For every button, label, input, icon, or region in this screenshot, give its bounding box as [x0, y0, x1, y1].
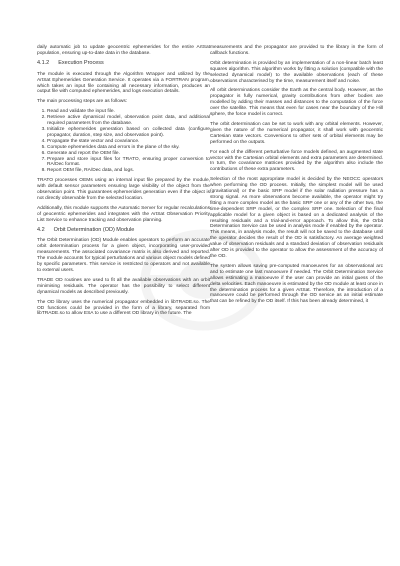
- paragraph: Orbit determination is provided by an implementation of a non-linear batch least squares algorithm. This algorithm works by fitting a solution (compatible with the selected dynamical model) to the available observations (each of these observations characterised by the time, measurement itself and noise.: [210, 60, 383, 84]
- list-item: 2. Retrieve active dynamical model, observation point data, and additional required parameters from the database.: [47, 115, 210, 127]
- paragraph: TRADE OD routines are used to fit all the available observations with an orbit minimising residuals. The operator has the possibility to select different dynamical models as described previously.: [37, 277, 210, 295]
- paragraph: measurements and the propagator are provided to the library in the form of callback functions.: [210, 45, 383, 56]
- list-item: 7. Prepare and store input files for TRATO, ensuring proper conversion to RA/Dec format.: [47, 157, 210, 169]
- intro-paragraph: daily automatic job to update geocentric ephemerides for the entire ArtSat population, ensuring up-to-date data in the database.: [37, 45, 210, 56]
- list-item: 8. Report OEM file, RA/Dec data, and logs.: [47, 168, 210, 174]
- paragraph: The system allows saving pre-computed manoeuvres for an observational arc and to estimate one last manoeuvre if needed. The Orbit Determination Service allows estimating a manoeuvre if the user can provide an initial guess of the delta velocities. Each manoeuvre is estimated by the OD module at least once in the determination process for a given ArtSat. Therefore, the introduction of a manoeuvre could be performed through the OD service as an initial estimate that can be refined by the OD itself. If this has been already determined, it: [210, 263, 383, 305]
- paragraph: TRATO processes OEMs using an internal input file prepared by the module, with default sensor parameters ensuring large visibility of the object from the observation point. This guarantees ephemerides generation even if the object is not directly observable from the selected location.: [37, 178, 210, 201]
- paragraph: For each of the different perturbative force models defined, an augmented state vector with the Cartesian orbital elements and extra parameters are determined. In turn, the covariance matrices provided by the algorithm also include the contributions of these extra parameters.: [210, 149, 383, 173]
- list-item: 4. Propagate the state vector and covariance.: [47, 139, 210, 145]
- right-column: [210, 45, 383, 309]
- paragraph: The main processing steps are as follows:: [37, 99, 128, 105]
- processing-steps-list: [37, 109, 210, 174]
- paragraph: All orbit determinations consider the Earth as the central body. However, as the propagator is fully numerical, gravity contributions from other bodies are modelled by adding their masses and distances to the computation of the force over the satellite. This means that even for cases near the boundary of the Hill sphere, the force model is correct.: [210, 88, 383, 118]
- list-item: 3. Initialize ephemerides generation based on collected data (configure propagator, duration, step size, and observation point).: [47, 127, 210, 139]
- left-column: [37, 45, 210, 321]
- section-heading-4-2: [37, 228, 210, 234]
- list-item: 6. Generate and report the OEM file.: [47, 151, 210, 157]
- list-item: 5. Compute ephemerides data and errors in the plane of the sky.: [47, 145, 210, 151]
- paragraph: The Orbit Determination (OD) Module enables operators to perform an accurate orbit determination process for a given object, incorporating user-provided measurements. The associated covariance matrix is also derived and reported. The module accounts for typical perturbations and various object models defined by specific parameters. This service is restricted to operators and not available to external users.: [37, 238, 210, 273]
- list-item: 1. Read and validate the input file.: [47, 109, 210, 115]
- section-number: 4.1.2: [37, 59, 50, 66]
- paragraph: Selection of the most appropriate model is decided by the NEOCC operators when performing the OD process. Initially, the simplest model will be used (gravitational) or the basic SRP model if the solar radiation pressure has a strong signal. As more observations become available, the operator might try fitting a more complex model as the basic SRP one or any of the other two, the time-dependent SRP model, or the complex SRP one. Selection of the final applicable model for a given object is based on a dedicated analysis of the resulting residuals and a trial-and-error approach. To allow this, the Orbit Determination Service can be used in analysis mode if enabled by the operator. This means, in analysis mode, the result will not be saved to the database until the operator decides the result of the OD is satisfactory. An average weighted value of observation residuals and a standard deviation of observation residuals after OD is provided to the operator to allow the assessment of the accuracy of the OD.: [210, 177, 383, 259]
- section-heading-4-1-2: [37, 61, 210, 67]
- section-title: Execution Process: [58, 59, 104, 66]
- paragraph: The OD library uses the numerical propagator embedded in libTRADE.so. The OD functions could be provided in the form of a library, separated from libTRADE.so to allow ESA to use a different OD library in the future. The: [37, 299, 210, 317]
- paragraph: The module is executed through the Algorithm Wrapper and utilized by the ArtSat Ephemerides Generation Service. It operates via a FORTRAN program, which takes an input file containing all necessary information, produces an output file with computed ephemerides, and logs execution details.: [37, 71, 210, 95]
- paragraph: Additionally, this module supports the Automatic Server for regular recalculations of geocentric ephemerides and integrates with the ArtSat Observation Priority List Service to enhance tracking and observation planning.: [37, 205, 210, 223]
- section-title: Orbit Determination (OD) Module: [53, 226, 135, 233]
- paragraph: The orbit determination can be set to work with any orbital elements. However, given the nature of the numerical propagator, it shall work with geocentric Cartesian state vectors. Conversions to other sets of orbital elements may be performed on the outputs.: [210, 121, 383, 145]
- section-number: 4.2: [37, 226, 45, 233]
